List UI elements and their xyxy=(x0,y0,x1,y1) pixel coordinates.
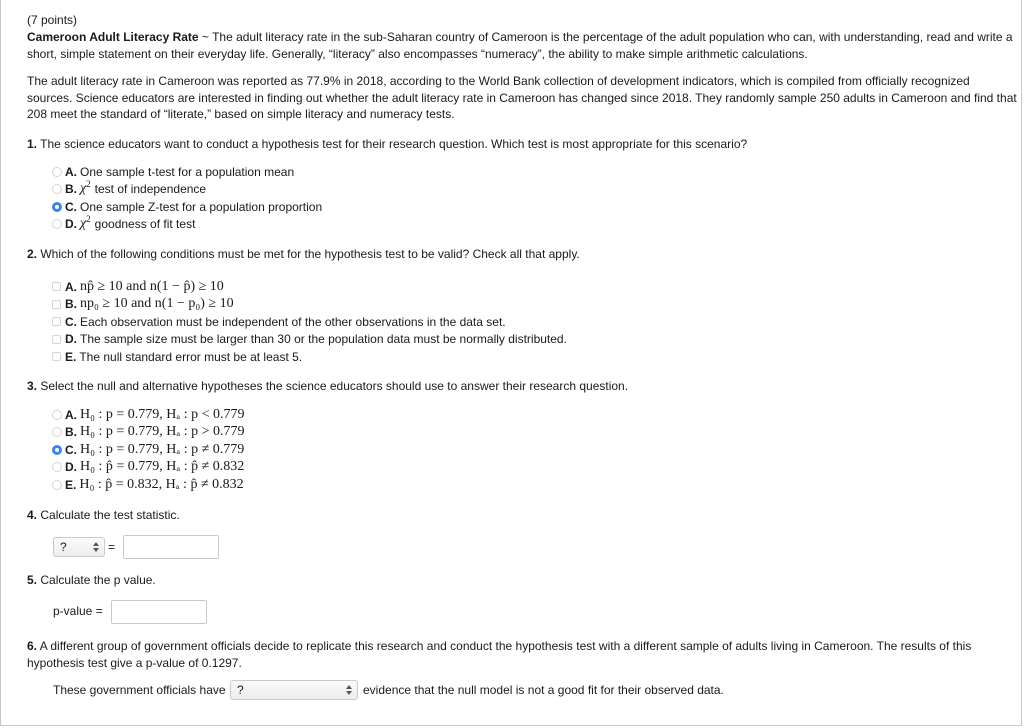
q2-checkbox-e[interactable] xyxy=(52,352,61,361)
q3-radio-b[interactable] xyxy=(52,427,62,437)
q2-text-b: np₀ ≥ 10 and n(1 − p₀) ≥ 10 xyxy=(80,296,234,312)
q1-text-c: One sample Z-test for a population proportion xyxy=(80,199,323,214)
q3-radio-e[interactable] xyxy=(52,480,62,490)
q1-letter-d: D. xyxy=(65,217,77,232)
q3-text: Select the null and alternative hypotheses the science educators should use to answer their research question. xyxy=(40,379,629,393)
q2-checkbox-c[interactable] xyxy=(52,317,61,326)
question-3 xyxy=(27,378,628,395)
q3-text-e: H₀ : p̂ = 0.832, Hₐ : p̂ ≠ 0.832 xyxy=(79,476,244,492)
q3-letter-a: A. xyxy=(65,407,77,422)
q3-text-a: H₀ : p = 0.779, Hₐ : p < 0.779 xyxy=(80,406,245,422)
title-dash: ~ xyxy=(198,30,213,44)
q3-options xyxy=(52,406,245,494)
q1-radio-b[interactable] xyxy=(52,184,62,194)
q1-option-a[interactable] xyxy=(52,163,322,181)
q2-text-a: np̂ ≥ 10 and n(1 − p̂) ≥ 10 xyxy=(80,278,224,294)
q3-text-d: H₀ : p̂ = 0.779, Hₐ : p̂ ≠ 0.832 xyxy=(80,459,245,475)
q1-radio-c[interactable] xyxy=(52,202,62,212)
q4-number: 4. xyxy=(27,508,38,522)
q3-radio-a[interactable] xyxy=(52,410,62,420)
q2-letter-d: D. xyxy=(65,332,77,347)
q1-option-c[interactable] xyxy=(52,198,322,216)
q6-tail-text: evidence that the null model is not a good fit for their observed data. xyxy=(363,683,724,697)
q5-number: 5. xyxy=(27,573,38,587)
q2-text: Which of the following conditions must be met for the hypothesis test to be valid? Check all that apply. xyxy=(40,247,580,261)
p-value-input[interactable] xyxy=(111,600,207,624)
q1-letter-c: C. xyxy=(65,199,77,214)
question-6 xyxy=(27,638,997,671)
q3-option-d[interactable] xyxy=(52,459,245,477)
intro-text: The adult literacy rate in the sub-Saharan country of Cameroon is the percentage of the adult population who can, with understanding, read and write a short, simple statement on their everyday life. Generally, “literacy” also encompasses “numeracy”, the ability to make simple arithmetic calculations. xyxy=(27,30,1013,61)
q3-text-c: H₀ : p = 0.779, Hₐ : p ≠ 0.779 xyxy=(80,441,245,457)
q3-option-e[interactable] xyxy=(52,476,245,494)
q6-lead-text: These government officials have xyxy=(53,683,226,697)
test-statistic-select-value: ? xyxy=(60,540,67,554)
q1-radio-a[interactable] xyxy=(52,167,62,177)
q2-number: 2. xyxy=(27,247,38,261)
q3-radio-c[interactable] xyxy=(52,445,62,455)
chi-squared-symbol: $\chi^2$ xyxy=(80,179,91,197)
q2-text-d: The sample size must be larger than 30 or the population data must be normally distributed. xyxy=(80,332,567,347)
updown-arrows-icon xyxy=(345,684,353,696)
q3-letter-e: E. xyxy=(65,477,77,492)
q3-option-b[interactable] xyxy=(52,424,245,442)
test-statistic-input[interactable] xyxy=(123,535,219,559)
q2-option-c[interactable] xyxy=(52,313,567,331)
q5-text: Calculate the p value. xyxy=(40,573,156,587)
q1-text-d: goodness of fit test xyxy=(94,217,196,232)
evidence-select-value: ? xyxy=(237,683,244,697)
q2-options xyxy=(52,278,567,366)
q1-radio-d[interactable] xyxy=(52,219,62,229)
problem-title: Cameroon Adult Literacy Rate xyxy=(27,30,199,44)
q2-text-c: Each observation must be independent of the other observations in the data set. xyxy=(80,314,506,329)
q2-option-a[interactable] xyxy=(52,278,567,296)
q2-letter-a: A. xyxy=(65,279,77,294)
test-statistic-select[interactable] xyxy=(53,537,105,557)
q3-number: 3. xyxy=(27,379,38,393)
q2-letter-e: E. xyxy=(65,349,77,364)
q1-number: 1. xyxy=(27,137,38,151)
q1-text: The science educators want to conduct a hypothesis test for their research question. Which test is most appropriate for this scenario? xyxy=(40,137,748,151)
q3-letter-b: B. xyxy=(65,425,77,440)
q1-option-d[interactable] xyxy=(52,216,322,234)
question-2 xyxy=(27,246,580,263)
q2-option-e[interactable] xyxy=(52,348,567,366)
q1-options xyxy=(52,163,322,233)
chi-squared-symbol: $\chi^2$ xyxy=(80,214,91,232)
q1-text-a: One sample t-test for a population mean xyxy=(80,164,295,179)
q3-option-a[interactable] xyxy=(52,406,245,424)
q2-checkbox-b[interactable] xyxy=(52,300,61,309)
q2-letter-b: B. xyxy=(65,297,77,312)
q1-letter-b: B. xyxy=(65,182,77,197)
question-1 xyxy=(27,136,747,153)
q3-option-c[interactable] xyxy=(52,441,245,459)
p-value-label: p-value = xyxy=(53,604,103,618)
context-paragraph: The adult literacy rate in Cameroon was reported as 77.9% in 2018, according to the World Bank collection of development indicators, which is compiled from officially recognized sources. Science educators are interested in finding out whether the adult literacy rate in Cameroon has changed since 2018. They randomly sample 250 adults in Cameroon and find that 208 meet the standard of “literate,” based on simple literacy and numeracy tests. xyxy=(27,74,1017,121)
q1-option-b[interactable] xyxy=(52,181,322,199)
q1-text-b: test of independence xyxy=(94,182,207,197)
question-4 xyxy=(27,507,180,524)
q3-letter-d: D. xyxy=(65,460,77,475)
updown-arrows-icon xyxy=(92,541,100,553)
points-label: (7 points) xyxy=(27,13,78,27)
q6-number: 6. xyxy=(27,639,38,653)
q3-letter-c: C. xyxy=(65,442,77,457)
q3-text-b: H₀ : p = 0.779, Hₐ : p > 0.779 xyxy=(80,424,245,440)
question-5 xyxy=(27,572,156,589)
q2-option-b[interactable] xyxy=(52,296,567,314)
q2-letter-c: C. xyxy=(65,314,77,329)
q2-option-d[interactable] xyxy=(52,331,567,349)
q2-checkbox-d[interactable] xyxy=(52,335,61,344)
q3-radio-d[interactable] xyxy=(52,462,62,472)
q4-equals-sign: = xyxy=(108,540,116,554)
evidence-select[interactable] xyxy=(230,680,358,700)
intro-paragraph xyxy=(27,29,1017,62)
q2-checkbox-a[interactable] xyxy=(52,282,61,291)
q1-letter-a: A. xyxy=(65,164,77,179)
q4-text: Calculate the test statistic. xyxy=(40,508,180,522)
q6-text: A different group of government officials decide to replicate this research and conduct the hypothesis test with a different sample of adults living in Cameroon. The results of this hypothesis test give a p-value of 0.1297. xyxy=(27,639,972,670)
q2-text-e: The null standard error must be at least 5. xyxy=(79,349,303,364)
